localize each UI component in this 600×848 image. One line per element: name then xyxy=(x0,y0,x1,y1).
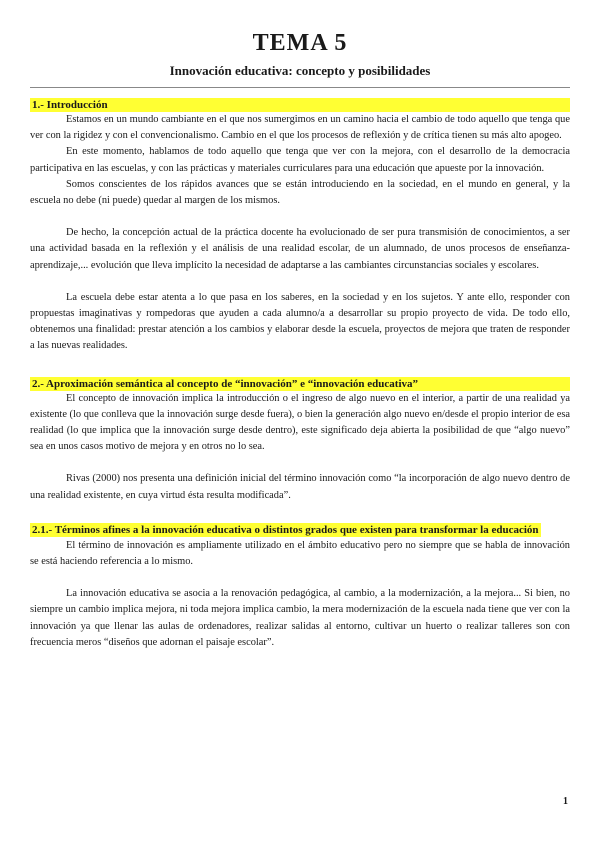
section-aproximacion-semantica xyxy=(30,377,570,504)
paragraph: La innovación educativa se asocia a la renovación pedagógica, al cambio, a la modernización, a la mejora... Si bien, no siempre un cambio implica mejora, ni toda mejora implica cambio, la mera modernización de la escuela nada tiene que ver con la innovación ya que llenar las aulas de ordenadores, realizar salidas al entorno, cultivar un huerto o realizar talleres son con frecuencia meros “diseños que adornan el paisaje escolar”. xyxy=(30,588,570,648)
page-number: 1 xyxy=(563,796,568,807)
section-heading: 1.- Introducción xyxy=(30,98,570,112)
document-page xyxy=(30,28,570,651)
section-heading: 2.1.- Términos afines a la innovación educativa o distintos grados que existen para transformar la educación xyxy=(32,523,539,536)
paragraph: De hecho, la concepción actual de la práctica docente ha evolucionado de ser pura transmisión de conocimientos, a ser una actividad basada en la reflexión y el análisis de una realidad escolar, de un alumnado, de unos procesos de enseñanza-aprendizaje,... evolución que lleva implícito la necesidad de adaptarse a las cambiantes circunstancias sociales y escolares. xyxy=(30,227,570,271)
paragraph: Somos conscientes de los rápidos avances que se están introduciendo en la sociedad, en el mundo en general, y la escuela no debe (ni puede) quedar al margen de los mismos. xyxy=(30,178,570,207)
document-title: TEMA 5 xyxy=(252,30,348,56)
paragraph: El término de innovación es ampliamente utilizado en el ámbito educativo pero no siempre que se habla de innovación se está haciendo referencia a lo mismo. xyxy=(30,539,570,568)
section-introduccion xyxy=(30,98,570,355)
paragraph: El concepto de innovación implica la introducción o el ingreso de algo nuevo en el interior, a partir de una realidad ya existente (lo que conlleva que la innovación surge desde fuera), o bien la generación algo nuevo en/desde el propio interior de esa realidad (lo que implica que la innovación surge desde dentro), este significado deja abierta la posibilidad de que “algo nuevo” sea en unos casos motivo de mejora y en otros no lo sea. xyxy=(30,392,570,453)
section-terminos-afines xyxy=(30,520,570,651)
section-heading: 2.- Aproximación semántica al concepto de “innovación” e “innovación educativa” xyxy=(30,377,570,391)
paragraph: La escuela debe estar atenta a lo que pasa en los saberes, en la sociedad y en los sujetos. Y ante ello, responder con propuestas imaginativas y rompedoras que ayuden a cada alumno/a a desarrollar su propio proyecto de vida. De todo ello, obtenemos una finalidad: prestar atención a los cambios y elaborar desde la escuela, proyectos de mejora que traten de responder a las nuevas realidades. xyxy=(30,291,570,352)
paragraph: Rivas (2000) nos presenta una definición inicial del término innovación como “la incorporación de algo nuevo dentro de una realidad existente, en cuya virtud ésta resulta modificada”. xyxy=(30,473,570,501)
paragraph: Estamos en un mundo cambiante en el que nos sumergimos en un camino hacia el cambio de todo aquello que tenga que ver con la rigidez y con el convencionalismo. Cambio en el que los procesos de reflexión y de crítica tienen su más alto apogeo. xyxy=(30,114,570,142)
paragraph: En este momento, hablamos de todo aquello que tenga que ver con la mejora, con el desarrollo de la democracia participativa en las escuelas, y con las prácticas y materiales curriculares para una educación que apueste por la innovación. xyxy=(30,146,570,174)
document-subtitle: Innovación educativa: concepto y posibilidades xyxy=(169,63,431,78)
title-divider xyxy=(30,87,570,88)
